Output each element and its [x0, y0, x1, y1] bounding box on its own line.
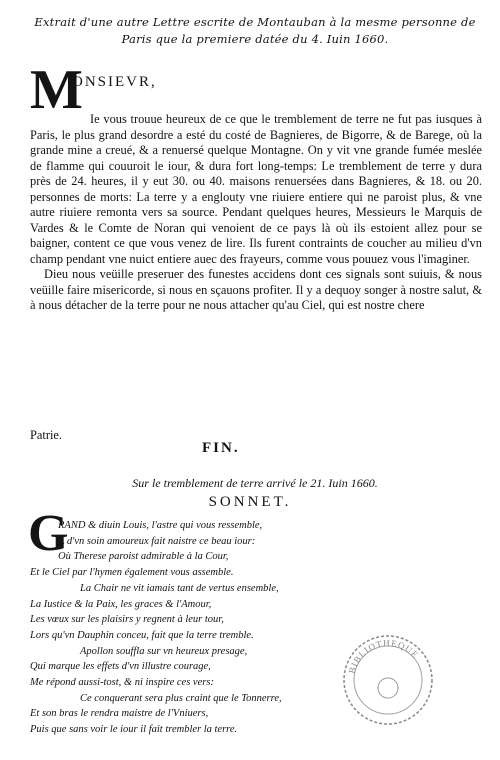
closing-word: Patrie.	[30, 428, 62, 442]
letter-heading: Extrait d'une autre Lettre escrite de Montauban à la mesme personne de Paris que la premiere datée du 4. Iuin 1660.	[34, 15, 476, 46]
letter-body	[30, 112, 482, 314]
sonnet-dropcap: G	[28, 505, 69, 562]
sonnet-line: Les vœux sur les plaisirs y regnent à leur tour,	[30, 614, 224, 626]
salutation: ONSIEVR,	[72, 74, 157, 90]
fin-mark: FIN.	[202, 440, 240, 456]
sonnet-line: Puis que sans voir le iour il fait trembler la terre.	[30, 724, 238, 736]
sonnet-title: SONNET.	[208, 494, 292, 510]
library-stamp-icon	[340, 632, 436, 728]
sonnet-line: Apollon souffla sur vn heureux presage,	[80, 645, 248, 657]
sonnet-line: Où Therese paroist admirable à la Cour,	[58, 551, 229, 563]
svg-text:BIBLIOTHEQUE	[347, 638, 421, 675]
sonnet-line: Et le Ciel par l'hymen également vous assemble.	[30, 567, 234, 579]
sonnet-line: Me répond aussi-tost, & ni inspire ces vers:	[30, 677, 214, 689]
sonnet-line: Et son bras le rendra maistre de l'Vniuers,	[30, 708, 209, 720]
sonnet-line: RAND & diuin Louis, l'astre qui vous ressemble,	[58, 520, 263, 531]
stamp-text: BIBLIOTHEQUE	[346, 637, 421, 675]
sonnet-line: Qui marque les effets d'vn illustre courage,	[30, 661, 211, 673]
paragraph-1: Ie vous trouue heureux de ce que le tremblement de terre ne fut pas iusques à Paris, le plus grand desordre a esté du costé de Bagnieres, de Bigorre, & de Barege, où la grande mine a creué, & a renuersé quelque Montagne. On y vit vne grande fumée meslée de flamme qui couuroit le iour, & dura fort long-temps: Le tremblement de terre y dura près de 24. heures, il y eut 30. ou 40. maisons renuersées dans Bagnieres, & 18. ou 20. personnes de morts: La terre y a englouty vne riuiere entiere qui ne paroist plus, & vne autre riuiere remonta vers sa source. Pendant quelques heures, Messieurs le Marquis de Vardes & le Comte de Noran qui venoient de ce pays là où ils estoient allez pour se baigner, content ce que vous venez de lire. Ils furent contraints de coucher au milieu d'vn champ pendant vne nuict entiere auec des frayeurs, comme vous pouuez vous l'imaginer.	[30, 112, 482, 266]
sonnet-line: La Iustice & la Paix, les graces & l'Amour,	[30, 598, 212, 610]
sonnet-line: Lors qu'vn Dauphin conceu, fait que la terre tremble.	[30, 629, 254, 641]
sonnet-heading: Sur le tremblement de terre arrivé le 21. Iuin 1660.	[132, 476, 378, 490]
sonnet-line: Ce conquerant sera plus craint que le Tonnerre,	[80, 692, 282, 704]
sonnet-line: A d'vn soin amoureux fait naistre ce beau iour:	[58, 535, 256, 547]
sonnet-line: La Chair ne vit iamais tant de vertus ensemble,	[80, 582, 279, 594]
paragraph-2: Dieu nous veüille preseruer des funestes accidens dont ces signals sont suiuis, & nous veüille faire misericorde, si nous en sçauons profiter. Il y a dequoy songer à nostre salut, & à nous détacher de la terre pour ne nous attacher qu'au Ciel, qui est nostre chere	[30, 267, 482, 312]
salutation-dropcap: M	[30, 59, 83, 121]
